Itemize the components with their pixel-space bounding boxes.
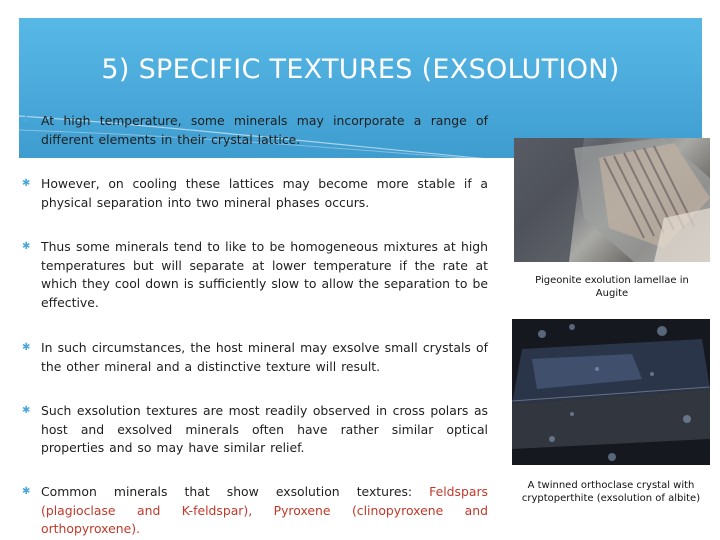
orthoclase-caption: A twinned orthoclase crystal with cryptoperthite (exsolution of albite) [521,480,701,504]
asterisk-bullet-icon: ✱ [22,115,31,126]
bullet-item [22,175,488,212]
bullet-item [22,402,488,458]
asterisk-bullet-icon: ✱ [22,241,31,252]
bullet-text: In such circumstances, the host mineral may exsolve small crystals of the other mineral and a distinctive texture will result. [41,340,488,374]
orthoclase-micrograph [512,319,710,465]
bullet-text: Thus some minerals tend to like to be homogeneous mixtures at high temperatures but will separate at lower temperature if the rate at which they cool down is sufficiently slow to allow the separation to be effective. [41,239,488,310]
bullet-text: At high temperature, some minerals may incorporate a range of different elements in their crystal lattice. [41,113,488,147]
bullet-item [22,483,488,539]
asterisk-bullet-icon: ✱ [22,486,31,497]
bullet-item [22,339,488,376]
pigeonite-caption: Pigeonite exolution lamellae in Augite [535,275,689,299]
pigeonite-micrograph [514,138,710,262]
bullet-text: Such exsolution textures are most readily observed in cross polars as host and exsolved minerals often have rather similar optical properties and so may have similar relief. [41,403,488,455]
bullet-item [22,112,488,149]
bullet-text: Common minerals that show exsolution textures: Feldspars (plagioclase and K-feldspar), Pyroxene (clinopyroxene and orthopyroxene). [41,484,488,536]
asterisk-bullet-icon: ✱ [22,405,31,416]
slide-title: 5) SPECIFIC TEXTURES (EXSOLUTION) [101,54,620,85]
mineral-list-highlight: Feldspars (plagioclase and K-feldspar), Pyroxene (clinopyroxene and orthopyroxene). [41,484,488,536]
bullet-item [22,238,488,312]
asterisk-bullet-icon: ✱ [22,342,31,353]
bullet-text: However, on cooling these lattices may become more stable if a physical separation into two mineral phases occurs. [41,176,488,210]
asterisk-bullet-icon: ✱ [22,178,31,189]
